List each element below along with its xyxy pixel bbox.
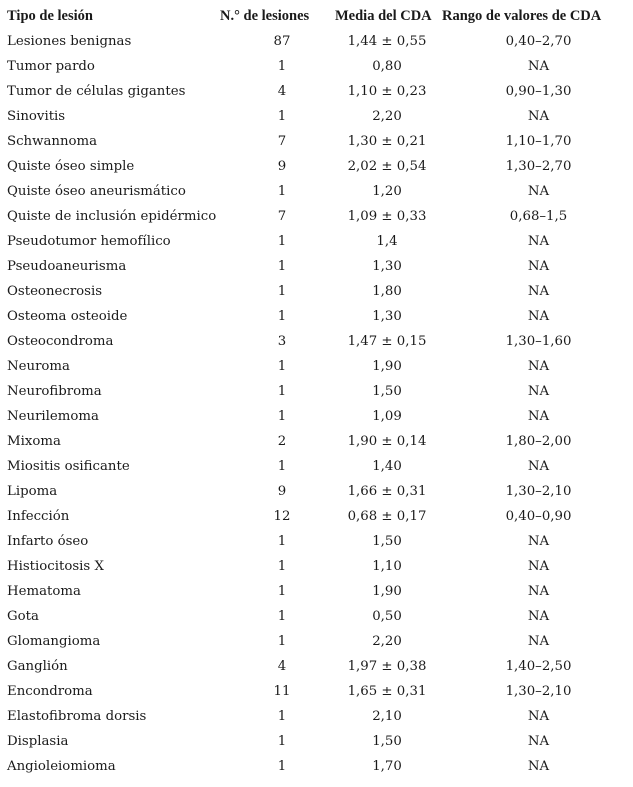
cda-mean-cell: 1,90 ± 0,14 (347, 434, 427, 449)
cda-mean-cell: 1,30 (372, 309, 402, 324)
lesion-count-cell: 1 (277, 184, 287, 199)
table-row (0, 429, 633, 454)
cda-range-cell: NA (527, 734, 550, 749)
lesion-type-cell: Neuroma (7, 359, 70, 374)
table-row (0, 604, 633, 629)
cda-mean-cell: 1,70 (372, 759, 402, 774)
lesion-type-cell: Displasia (7, 734, 69, 749)
cda-range-cell: NA (527, 534, 550, 549)
cda-range-cell: 1,30–2,10 (505, 484, 572, 499)
cda-range-cell: 1,30–2,10 (505, 684, 572, 699)
table-row (0, 754, 633, 779)
lesion-count-cell: 1 (277, 359, 287, 374)
cda-mean-cell: 1,30 ± 0,21 (347, 134, 427, 149)
lesion-count-cell: 1 (277, 609, 287, 624)
table-row (0, 79, 633, 104)
cda-range-cell: NA (527, 709, 550, 724)
lesion-type-cell: Osteocondroma (7, 334, 114, 349)
cda-range-cell: NA (527, 759, 550, 774)
lesion-type-cell: Tumor pardo (7, 59, 95, 74)
cda-mean-cell: 1,66 ± 0,31 (347, 484, 427, 499)
cda-range-cell: 1,40–2,50 (505, 659, 572, 674)
lesion-type-cell: Lipoma (7, 484, 58, 499)
cda-mean-cell: 1,09 (372, 409, 402, 424)
lesion-type-cell: Quiste de inclusión epidérmico (7, 209, 217, 224)
header-lesion-type: Tipo de lesión (7, 8, 93, 24)
table-row (0, 229, 633, 254)
lesion-count-cell: 1 (277, 259, 287, 274)
lesion-count-cell: 2 (277, 434, 287, 449)
cda-mean-cell: 1,50 (372, 734, 402, 749)
lesion-type-cell: Schwannoma (7, 134, 98, 149)
lesion-type-cell: Gota (7, 609, 39, 624)
cda-range-cell: NA (527, 409, 550, 424)
cda-mean-cell: 2,20 (372, 109, 402, 124)
lesion-count-cell: 1 (277, 584, 287, 599)
table-row (0, 679, 633, 704)
table-row (0, 454, 633, 479)
lesion-type-cell: Pseudoaneurisma (7, 259, 127, 274)
cda-range-cell: 1,30–1,60 (505, 334, 572, 349)
lesion-count-cell: 12 (273, 509, 291, 524)
lesion-type-cell: Glomangioma (7, 634, 101, 649)
cda-mean-cell: 1,90 (372, 359, 402, 374)
lesion-count-cell: 3 (277, 334, 287, 349)
cda-range-cell: NA (527, 234, 550, 249)
cda-range-cell: NA (527, 609, 550, 624)
cda-range-cell: NA (527, 259, 550, 274)
cda-range-cell: NA (527, 59, 550, 74)
cda-mean-cell: 0,68 ± 0,17 (347, 509, 427, 524)
table-row (0, 354, 633, 379)
cda-mean-cell: 1,20 (372, 184, 402, 199)
lesion-count-cell: 9 (277, 159, 287, 174)
table-row (0, 204, 633, 229)
lesion-table-container (0, 4, 633, 787)
lesion-type-cell: Histiocitosis X (7, 559, 104, 574)
lesion-type-cell: Tumor de células gigantes (7, 84, 186, 99)
cda-range-cell: 0,90–1,30 (505, 84, 572, 99)
header-cda-range: Rango de valores de CDA (442, 8, 602, 24)
cda-mean-cell: 1,4 (376, 234, 398, 249)
lesion-count-cell: 1 (277, 284, 287, 299)
lesion-count-cell: 7 (277, 134, 287, 149)
cda-range-cell: NA (527, 459, 550, 474)
lesion-table (0, 4, 633, 779)
cda-mean-cell: 1,47 ± 0,15 (347, 334, 427, 349)
cda-range-cell: NA (527, 559, 550, 574)
table-row (0, 329, 633, 354)
lesion-type-cell: Osteoma osteoide (7, 309, 128, 324)
lesion-type-cell: Hematoma (7, 584, 81, 599)
lesion-count-cell: 1 (277, 409, 287, 424)
lesion-type-cell: Quiste óseo aneurismático (7, 184, 186, 199)
lesion-type-cell: Encondroma (7, 684, 93, 699)
table-row (0, 29, 633, 54)
table-row (0, 504, 633, 529)
cda-mean-cell: 1,80 (372, 284, 402, 299)
lesion-type-cell: Pseudotumor hemofílico (7, 234, 171, 249)
lesion-count-cell: 1 (277, 309, 287, 324)
table-row (0, 404, 633, 429)
cda-mean-cell: 2,20 (372, 634, 402, 649)
cda-mean-cell: 1,10 ± 0,23 (347, 84, 427, 99)
lesion-type-cell: Angioleiomioma (7, 759, 116, 774)
cda-range-cell: NA (527, 109, 550, 124)
table-row (0, 154, 633, 179)
cda-mean-cell: 1,40 (372, 459, 402, 474)
table-row (0, 729, 633, 754)
lesion-type-cell: Sinovitis (7, 109, 66, 124)
table-body (0, 29, 633, 779)
lesion-count-cell: 1 (277, 559, 287, 574)
cda-mean-cell: 1,50 (372, 384, 402, 399)
table-row (0, 279, 633, 304)
cda-range-cell: 1,80–2,00 (505, 434, 572, 449)
lesion-count-cell: 1 (277, 59, 287, 74)
table-row (0, 479, 633, 504)
lesion-type-cell: Ganglión (7, 659, 68, 674)
lesion-count-cell: 11 (273, 684, 291, 699)
cda-mean-cell: 0,80 (372, 59, 402, 74)
cda-mean-cell: 1,97 ± 0,38 (347, 659, 427, 674)
cda-range-cell: NA (527, 284, 550, 299)
lesion-count-cell: 1 (277, 709, 287, 724)
header-lesion-count: N.° de lesiones (220, 8, 310, 24)
cda-range-cell: NA (527, 634, 550, 649)
lesion-type-cell: Lesiones benignas (7, 34, 132, 49)
lesion-type-cell: Quiste óseo simple (7, 159, 135, 174)
lesion-type-cell: Miositis osificante (7, 459, 130, 474)
lesion-type-cell: Infección (7, 509, 70, 524)
lesion-count-cell: 87 (273, 34, 291, 49)
cda-mean-cell: 1,65 ± 0,31 (347, 684, 427, 699)
cda-mean-cell: 1,09 ± 0,33 (347, 209, 427, 224)
lesion-count-cell: 1 (277, 534, 287, 549)
lesion-type-cell: Elastofibroma dorsis (7, 709, 147, 724)
cda-mean-cell: 1,90 (372, 584, 402, 599)
cda-range-cell: 0,40–0,90 (505, 509, 572, 524)
lesion-count-cell: 1 (277, 459, 287, 474)
cda-range-cell: NA (527, 359, 550, 374)
lesion-type-cell: Neurofibroma (7, 384, 102, 399)
cda-range-cell: NA (527, 309, 550, 324)
cda-range-cell: 1,10–1,70 (505, 134, 572, 149)
table-row (0, 629, 633, 654)
table-row (0, 379, 633, 404)
lesion-count-cell: 1 (277, 234, 287, 249)
lesion-type-cell: Infarto óseo (7, 534, 89, 549)
table-row (0, 54, 633, 79)
lesion-type-cell: Osteonecrosis (7, 284, 103, 299)
lesion-count-cell: 4 (277, 84, 287, 99)
cda-mean-cell: 1,10 (372, 559, 402, 574)
lesion-type-cell: Neurilemoma (7, 409, 99, 424)
lesion-count-cell: 1 (277, 109, 287, 124)
cda-range-cell: 0,40–2,70 (505, 34, 572, 49)
lesion-count-cell: 1 (277, 634, 287, 649)
cda-range-cell: 1,30–2,70 (505, 159, 572, 174)
lesion-type-cell: Mixoma (7, 434, 61, 449)
lesion-count-cell: 4 (277, 659, 287, 674)
cda-mean-cell: 1,50 (372, 534, 402, 549)
cda-mean-cell: 1,44 ± 0,55 (347, 34, 427, 49)
cda-range-cell: NA (527, 384, 550, 399)
cda-mean-cell: 1,30 (372, 259, 402, 274)
table-row (0, 554, 633, 579)
cda-range-cell: NA (527, 584, 550, 599)
header-cda-mean: Media del CDA (335, 8, 432, 24)
lesion-count-cell: 1 (277, 734, 287, 749)
table-row (0, 579, 633, 604)
table-row (0, 304, 633, 329)
table-row (0, 704, 633, 729)
cda-range-cell: NA (527, 184, 550, 199)
table-row (0, 254, 633, 279)
table-row (0, 529, 633, 554)
table-row (0, 129, 633, 154)
lesion-count-cell: 1 (277, 759, 287, 774)
cda-mean-cell: 2,02 ± 0,54 (347, 159, 427, 174)
cda-mean-cell: 0,50 (372, 609, 402, 624)
cda-mean-cell: 2,10 (372, 709, 402, 724)
cda-range-cell: 0,68–1,5 (509, 209, 568, 224)
lesion-count-cell: 7 (277, 209, 287, 224)
table-row (0, 179, 633, 204)
table-row (0, 104, 633, 129)
table-header-row (0, 4, 633, 29)
lesion-count-cell: 9 (277, 484, 287, 499)
table-row (0, 654, 633, 679)
lesion-count-cell: 1 (277, 384, 287, 399)
